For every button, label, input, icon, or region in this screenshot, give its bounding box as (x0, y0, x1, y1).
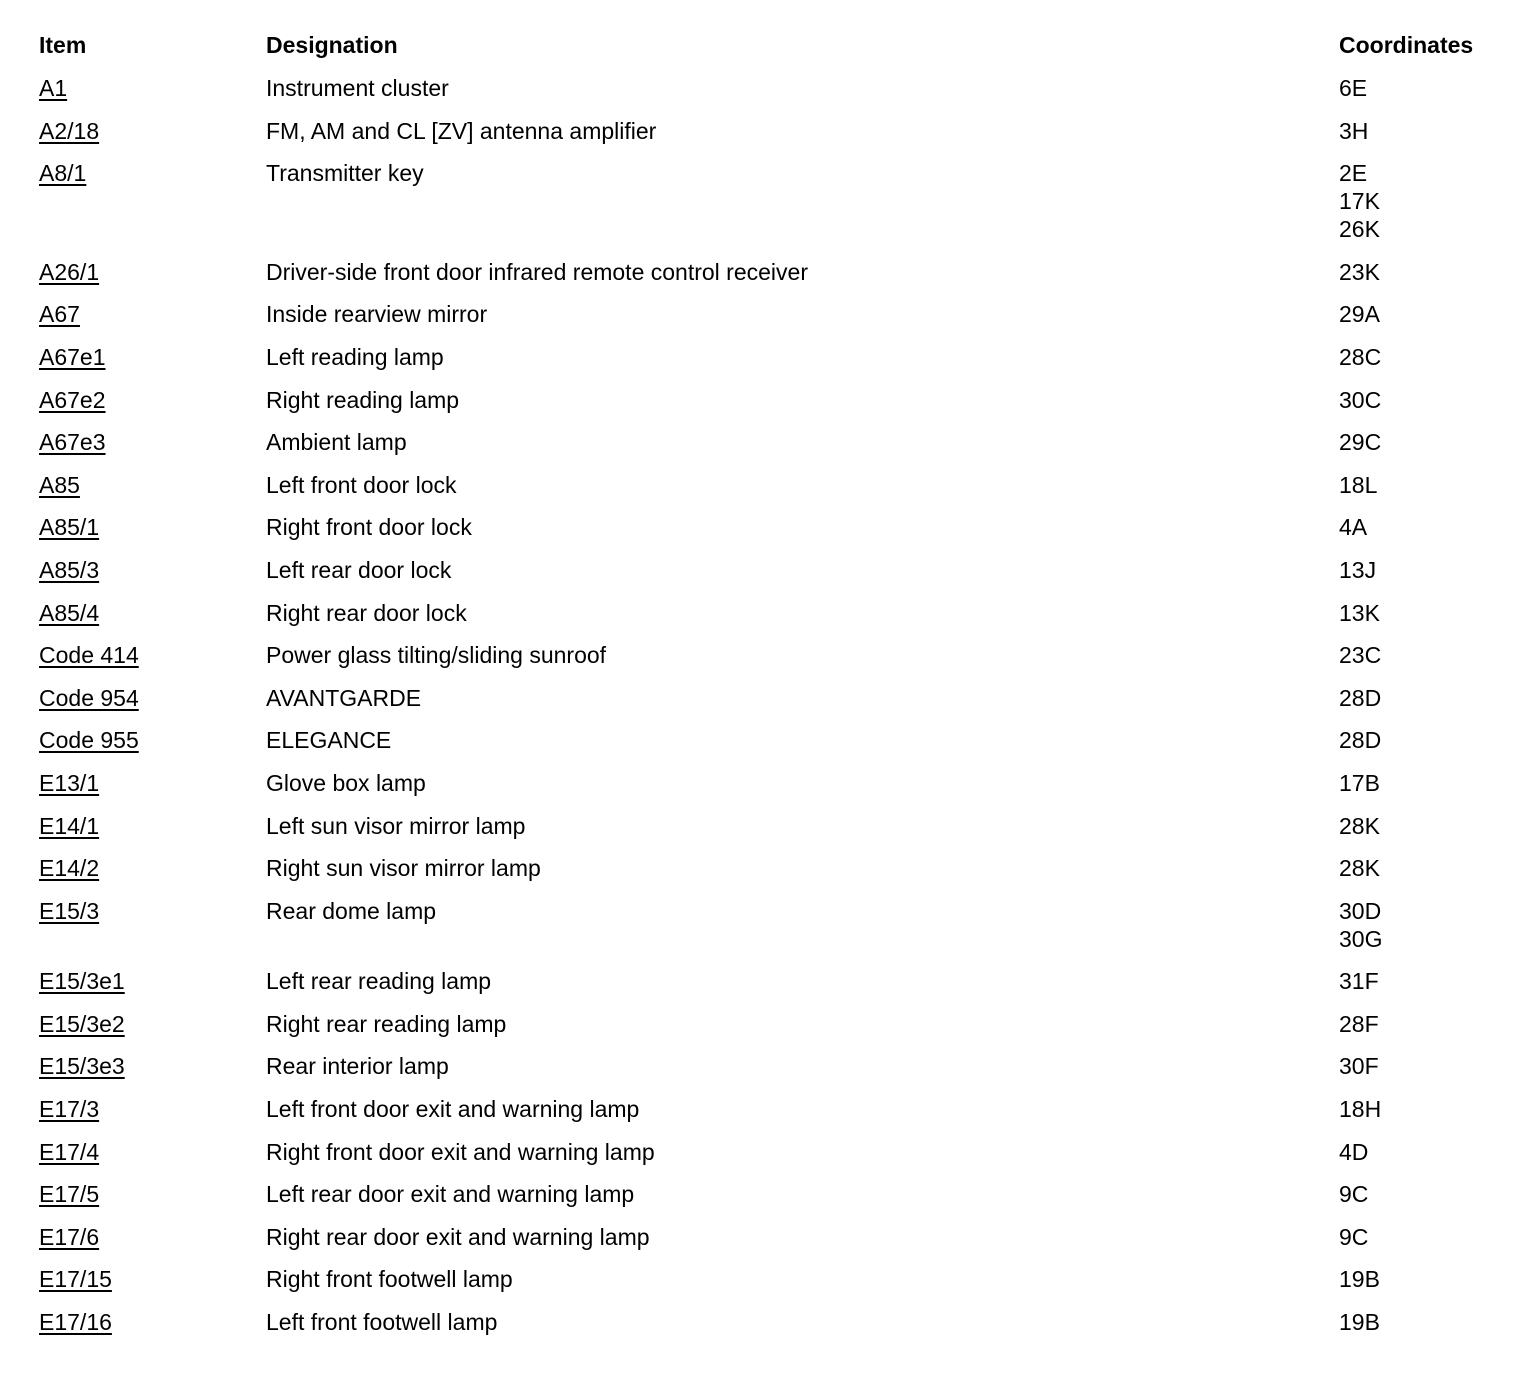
coordinates-cell (1339, 471, 1509, 514)
coordinate-value: 30G (1339, 925, 1383, 952)
header-item: Item (39, 32, 87, 58)
coordinates-cell (1339, 1095, 1509, 1138)
table-row (39, 428, 1509, 471)
coordinate-value: 26K (1339, 216, 1380, 243)
table-row (39, 1308, 1509, 1351)
designation-cell: Right rear door lock (266, 599, 467, 626)
coordinate-value: 2E (1339, 160, 1368, 187)
header-designation: Designation (266, 32, 398, 58)
item-link[interactable]: E17/4 (39, 1138, 100, 1165)
designation-cell: Right front footwell lamp (266, 1266, 513, 1293)
item-cell (39, 726, 266, 769)
item-link[interactable]: E14/2 (39, 855, 100, 882)
coordinate-value: 29C (1339, 429, 1382, 456)
item-cell (39, 343, 266, 386)
table-row (39, 471, 1509, 514)
table-row (39, 1052, 1509, 1095)
item-cell (39, 74, 266, 117)
coordinate-value: 28K (1339, 812, 1380, 839)
table-row (39, 386, 1509, 429)
coordinates-cell (1339, 428, 1509, 471)
item-link[interactable]: Code 954 (39, 684, 139, 711)
table-row (39, 599, 1509, 642)
designation-cell: FM, AM and CL [ZV] antenna amplifier (266, 117, 657, 144)
designation-cell: Left rear reading lamp (266, 968, 492, 995)
coordinates-cell (1339, 300, 1509, 343)
designation-cell: AVANTGARDE (266, 684, 422, 711)
coordinates-cell (1339, 599, 1509, 642)
coordinate-value: 28K (1339, 855, 1380, 882)
coordinate-value: 13K (1339, 599, 1380, 626)
coordinate-value: 30F (1339, 1053, 1379, 1080)
table-row (39, 556, 1509, 599)
designation-cell: Right front door exit and warning lamp (266, 1138, 655, 1165)
table-row (39, 726, 1509, 769)
coordinate-value: 28F (1339, 1010, 1379, 1037)
coordinates-cell (1339, 556, 1509, 599)
coordinates-cell (1339, 854, 1509, 897)
item-cell (39, 1095, 266, 1138)
table-row (39, 812, 1509, 855)
designation-cell: Left rear door exit and warning lamp (266, 1181, 635, 1208)
coordinate-value: 3H (1339, 117, 1369, 144)
coordinates-cell (1339, 1223, 1509, 1266)
item-cell (39, 386, 266, 429)
table-row (39, 1010, 1509, 1053)
item-link[interactable]: E15/3 (39, 897, 100, 924)
coordinates-cell (1339, 726, 1509, 769)
item-cell (39, 428, 266, 471)
coordinates-cell (1339, 1138, 1509, 1181)
item-link[interactable]: A1 (39, 75, 68, 101)
item-link[interactable]: E17/6 (39, 1223, 100, 1250)
coordinates-cell (1339, 641, 1509, 684)
coordinates-cell (1339, 769, 1509, 812)
coordinate-value: 28D (1339, 684, 1382, 711)
designation-cell: Right sun visor mirror lamp (266, 855, 541, 882)
coordinates-cell (1339, 159, 1509, 258)
item-link[interactable]: Code 955 (39, 727, 139, 754)
component-legend-table (39, 31, 1509, 1351)
coordinate-value: 18L (1339, 471, 1378, 498)
coordinates-cell (1339, 1308, 1509, 1351)
table-row (39, 343, 1509, 386)
coordinates-cell (1339, 967, 1509, 1010)
item-cell (39, 1010, 266, 1053)
item-link[interactable]: A85/1 (39, 514, 100, 541)
item-cell (39, 556, 266, 599)
item-link[interactable]: E14/1 (39, 812, 100, 839)
table-row (39, 74, 1509, 117)
coordinate-value: 30C (1339, 386, 1382, 413)
coordinate-value: 13J (1339, 556, 1377, 583)
item-cell (39, 967, 266, 1010)
coordinates-cell (1339, 74, 1509, 117)
item-cell (39, 897, 266, 968)
coordinate-value: 23C (1339, 642, 1382, 669)
item-link[interactable]: E17/5 (39, 1181, 100, 1208)
table-body (39, 74, 1509, 1351)
item-link[interactable]: A67 (39, 301, 80, 328)
coordinate-value: 6E (1339, 75, 1368, 101)
designation-cell: Power glass tilting/sliding sunroof (266, 642, 607, 669)
item-cell (39, 1223, 266, 1266)
item-link[interactable]: A85 (39, 471, 80, 498)
designation-cell: Instrument cluster (266, 75, 449, 101)
item-link[interactable]: A2/18 (39, 117, 100, 144)
table-row (39, 1265, 1509, 1308)
item-cell (39, 1138, 266, 1181)
item-link[interactable]: E17/15 (39, 1266, 112, 1293)
item-cell (39, 812, 266, 855)
designation-cell: Right reading lamp (266, 386, 460, 413)
item-link[interactable]: A85/3 (39, 556, 100, 583)
designation-cell: Rear dome lamp (266, 897, 437, 924)
item-cell (39, 769, 266, 812)
coordinates-cell (1339, 258, 1509, 301)
designation-cell: Right rear door exit and warning lamp (266, 1223, 650, 1250)
item-cell (39, 1052, 266, 1095)
coordinate-value: 28D (1339, 727, 1382, 754)
coordinate-value: 19B (1339, 1309, 1380, 1336)
coordinates-cell (1339, 386, 1509, 429)
item-cell (39, 641, 266, 684)
coordinate-value: 31F (1339, 968, 1379, 995)
item-cell (39, 684, 266, 727)
designation-cell: Ambient lamp (266, 429, 407, 456)
coordinates-cell (1339, 684, 1509, 727)
designation-cell: Left reading lamp (266, 343, 444, 370)
coordinates-cell (1339, 1010, 1509, 1053)
coordinate-value: 18H (1339, 1096, 1382, 1123)
item-link[interactable]: E17/3 (39, 1096, 100, 1123)
item-link[interactable]: E17/16 (39, 1309, 112, 1336)
item-link[interactable]: A67e3 (39, 429, 106, 456)
item-cell (39, 1308, 266, 1351)
coordinate-value: 4D (1339, 1138, 1369, 1165)
table-row (39, 1223, 1509, 1266)
item-cell (39, 159, 266, 258)
item-link[interactable]: A8/1 (39, 160, 87, 187)
item-link[interactable]: A67e1 (39, 343, 106, 370)
designation-cell: Left front footwell lamp (266, 1309, 498, 1336)
table-row (39, 897, 1509, 968)
item-cell (39, 1180, 266, 1223)
coordinates-cell (1339, 513, 1509, 556)
table-row (39, 1138, 1509, 1181)
item-cell (39, 300, 266, 343)
item-link[interactable]: E15/3e3 (39, 1053, 125, 1080)
header-coordinates: Coordinates (1339, 32, 1474, 58)
coordinate-value: 19B (1339, 1266, 1380, 1293)
coordinate-value: 29A (1339, 301, 1380, 328)
coordinates-cell (1339, 812, 1509, 855)
designation-cell: Left sun visor mirror lamp (266, 812, 526, 839)
table-row (39, 117, 1509, 160)
coordinate-value: 17B (1339, 769, 1380, 796)
designation-cell: Left front door lock (266, 471, 457, 498)
table-row (39, 1180, 1509, 1223)
header-row (39, 31, 1509, 74)
table-row (39, 258, 1509, 301)
item-cell (39, 471, 266, 514)
coordinate-value: 28C (1339, 343, 1382, 370)
designation-cell: Glove box lamp (266, 769, 426, 796)
item-cell (39, 258, 266, 301)
item-link[interactable]: Code 414 (39, 642, 139, 669)
coordinates-cell (1339, 897, 1509, 968)
coordinate-value: 9C (1339, 1223, 1369, 1250)
coordinate-value: 30D (1339, 897, 1382, 924)
table-row (39, 967, 1509, 1010)
designation-cell: Transmitter key (266, 160, 424, 187)
table-row (39, 641, 1509, 684)
table-row (39, 684, 1509, 727)
table-row (39, 1095, 1509, 1138)
item-link[interactable]: A26/1 (39, 258, 100, 285)
item-cell (39, 1265, 266, 1308)
item-cell (39, 513, 266, 556)
table-row (39, 159, 1509, 258)
coordinate-value: 9C (1339, 1181, 1369, 1208)
designation-cell: Right front door lock (266, 514, 472, 541)
coordinates-cell (1339, 343, 1509, 386)
table-row (39, 300, 1509, 343)
coordinates-cell (1339, 1052, 1509, 1095)
item-link[interactable]: A67e2 (39, 386, 106, 413)
item-cell (39, 599, 266, 642)
item-link[interactable]: E13/1 (39, 769, 100, 796)
item-link[interactable]: E15/3e1 (39, 968, 125, 995)
designation-cell: Left front door exit and warning lamp (266, 1096, 640, 1123)
coordinates-cell (1339, 117, 1509, 160)
designation-cell: ELEGANCE (266, 727, 392, 754)
table-header (39, 31, 1509, 74)
coordinate-value: 4A (1339, 514, 1368, 541)
item-cell (39, 117, 266, 160)
table-row (39, 854, 1509, 897)
coordinate-value: 17K (1339, 188, 1380, 215)
designation-cell: Rear interior lamp (266, 1053, 449, 1080)
item-link[interactable]: A85/4 (39, 599, 100, 626)
item-cell (39, 854, 266, 897)
coordinates-cell (1339, 1265, 1509, 1308)
table-row (39, 513, 1509, 556)
designation-cell: Inside rearview mirror (266, 301, 488, 328)
designation-cell: Right rear reading lamp (266, 1010, 507, 1037)
table-row (39, 769, 1509, 812)
item-link[interactable]: E15/3e2 (39, 1010, 125, 1037)
designation-cell: Left rear door lock (266, 556, 452, 583)
coordinates-cell (1339, 1180, 1509, 1223)
coordinate-value: 23K (1339, 258, 1380, 285)
designation-cell: Driver-side front door infrared remote control receiver (266, 258, 808, 285)
